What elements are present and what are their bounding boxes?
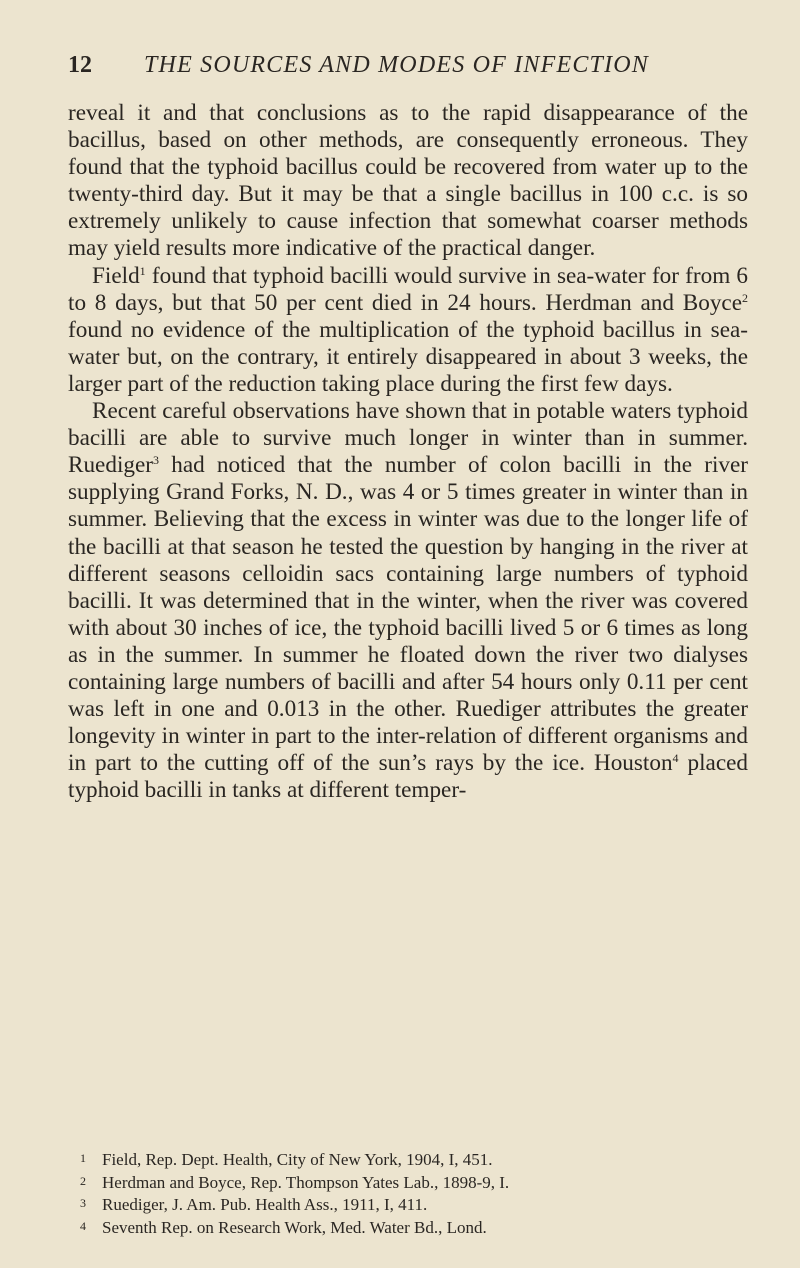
footnote-text: Seventh Rep. on Research Work, Med. Water Bd., Lond. [102, 1217, 487, 1237]
footnote-text: Field, Rep. Dept. Health, City of New York, 1904, I, 451. [102, 1150, 493, 1169]
footnote-ref: 1 [139, 263, 146, 278]
footnote [80, 1171, 760, 1194]
paragraph-text: found that typhoid bacilli would survive in sea-water for from 6 to 8 days, but that 50 per cent died in 24 hours. Herdman and Boyce [68, 262, 748, 316]
body-text [68, 100, 748, 804]
paragraph-potable-waters [68, 398, 748, 804]
footnote-text: Ruediger, J. Am. Pub. Health Ass., 1911, I, 411. [102, 1195, 428, 1214]
footnote-mark: 2 [80, 1173, 86, 1188]
footnote [80, 1216, 760, 1239]
paragraph-text: had noticed that the number of colon bacilli in the river supplying Grand Forks, N. D., was 4 or 5 times greater in winter than in summer. Believing that the excess in winter was due to the longer life of the bacilli at that season he tested the question by hanging in the river at different seasons celloidin sacs containing large numbers of typhoid bacilli. It was determined that in the winter, when the river was covered with about 30 inches of ice, the typhoid bacilli lived 5 or 6 times as long as in the summer. In summer he floated down the river two dialyses containing large numbers of bacilli and after 54 hours only 0.11 per cent was left in one and 0.013 in the other. Ruediger attributes the greater longevity in winter in part to the inter-relation of different organisms and in part to the cutting off of the sun’s rays by the ice. Houston [68, 452, 748, 777]
footnote-text: Herdman and Boyce, Rep. Thompson Yates Lab., 1898-9, I. [102, 1172, 510, 1192]
paragraph-text: Recent careful observations have shown that in potable waters typhoid bacilli are able to survive much longer in winter than in summer. Ruediger [68, 398, 748, 479]
footnotes [80, 1148, 760, 1238]
paragraph-intro [68, 100, 748, 263]
footnote-mark: 3 [80, 1196, 86, 1210]
paragraph-text: Field [92, 262, 140, 289]
footnote [80, 1193, 760, 1216]
footnote [80, 1148, 760, 1171]
paragraph-text: placed typhoid bacilli in tanks at different temper- [68, 750, 748, 804]
paragraph-sea-water [68, 263, 748, 398]
running-title: THE SOURCES AND MODES OF INFECTION [144, 52, 650, 78]
footnote-mark: 1 [80, 1151, 86, 1165]
footnote-mark: 4 [80, 1218, 86, 1233]
page-header [68, 48, 748, 82]
footnote-ref: 3 [153, 453, 159, 468]
footnote-ref: 2 [742, 290, 748, 305]
page-number: 12 [68, 52, 92, 78]
paragraph-text: found no evidence of the multiplication of the typhoid bacillus in sea-water but, on the contrary, it entirely disappeared in about 3 weeks, the larger part of the reduction taking place during the first few days. [68, 316, 748, 397]
paragraph-text: reveal it and that conclusions as to the rapid disappearance of the bacillus, based on other methods, are consequently erroneous. They found that the typhoid bacillus could be recovered from water up to the twenty-third day. But it may be that a single bacillus in 100 c.c. is so extremely unlikely to cause infection that somewhat coarser methods may yield results more indicative of the practical danger. [68, 100, 748, 262]
footnote-ref: 4 [672, 751, 679, 766]
